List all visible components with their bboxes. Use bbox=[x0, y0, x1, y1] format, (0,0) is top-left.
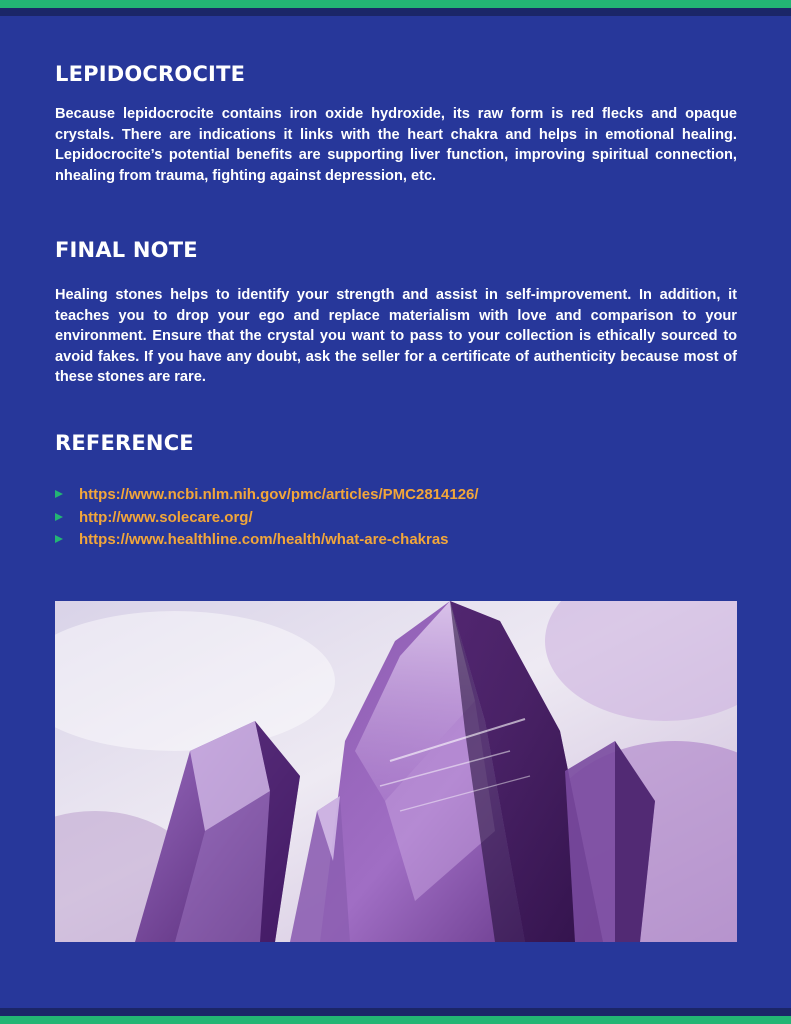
top-accent-bar bbox=[0, 0, 791, 8]
reference-item bbox=[55, 531, 479, 554]
section-heading-final-note: FINAL NOTE bbox=[55, 238, 198, 262]
section-body-lepidocrocite: Because lepidocrocite contains iron oxide hydroxide, its raw form is red flecks and opaque crystals. There are indications it links with the heart chakra and helps in emotional healing. Lepidocrocite’s potential benefits are supporting liver function, improving spiritual connection, nhealing from trauma, fighting against depression, etc. bbox=[55, 106, 737, 184]
reference-link-ncbi[interactable]: https://www.ncbi.nlm.nih.gov/pmc/articles/PMC2814126/ bbox=[79, 486, 479, 503]
reference-item bbox=[55, 509, 479, 532]
reference-item bbox=[55, 486, 479, 509]
reference-list bbox=[55, 486, 479, 554]
triangle-right-icon bbox=[55, 513, 63, 521]
reference-link-solecare[interactable]: http://www.solecare.org/ bbox=[79, 508, 253, 526]
triangle-right-icon bbox=[55, 490, 63, 498]
bottom-dark-band bbox=[0, 1008, 791, 1016]
section-body-final-note: Healing stones helps to identify your strength and assist in self-improvement. In addition, it teaches you to drop your ego and replace materialism with love and comparison to your environment. Ensure that the crystal you want to pass to your collection is ethically sourced to avoid fakes. If you have any doubt, ask the seller for a certificate of authenticity because most of these stones are rare. bbox=[55, 287, 737, 385]
bottom-accent-bar bbox=[0, 1016, 791, 1024]
section-heading-lepidocrocite: LEPIDOCROCITE bbox=[55, 62, 246, 86]
top-dark-band bbox=[0, 8, 791, 16]
section-heading-reference: REFERENCE bbox=[55, 431, 194, 455]
triangle-right-icon bbox=[55, 535, 63, 543]
amethyst-crystal-photo bbox=[55, 601, 737, 942]
reference-link-healthline[interactable]: https://www.healthline.com/health/what-are-chakras bbox=[79, 531, 449, 548]
